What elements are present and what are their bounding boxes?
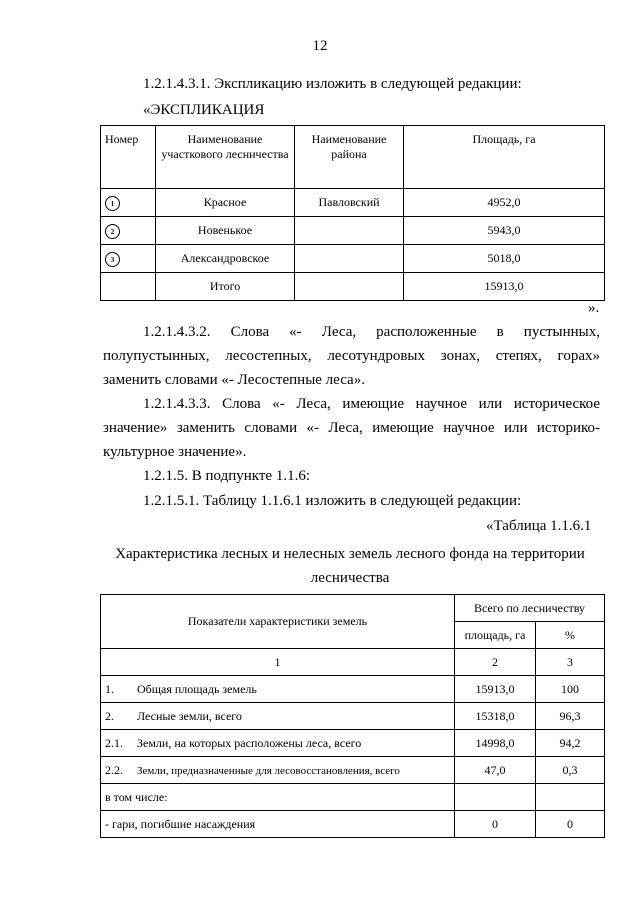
header-total: Всего по лесничеству — [455, 595, 605, 622]
table-row — [101, 811, 605, 838]
area-value: 14998,0 — [455, 730, 536, 757]
area-value: 15913,0 — [455, 676, 536, 703]
percent-value: 94,2 — [536, 730, 605, 757]
explication-title: «ЭКСПЛИКАЦИЯ — [143, 102, 265, 118]
table-total-row — [101, 273, 605, 301]
row-label: Земли, на которых расположены леса, всего — [137, 735, 362, 750]
burned-label: - гари, погибшие насаждения — [101, 811, 455, 838]
area-value: 5943,0 — [404, 217, 605, 245]
header-number: Номер — [101, 126, 156, 189]
table-row — [101, 757, 605, 784]
table-header-row — [101, 126, 605, 189]
area-value: 15318,0 — [455, 703, 536, 730]
header-forestry: Наименование участкового лесничества — [156, 126, 295, 189]
row-label: Земли, предназначенные для лесовосстановления, всего — [137, 764, 400, 777]
header-indicator: Показатели характеристики земель — [101, 595, 455, 649]
item-3-line-2: значение» заменить словами «- Леса, имеющие научное или историко- — [103, 420, 600, 436]
item-1-text: 1.2.1.4.3.1. Экспликацию изложить в следующей редакции: — [143, 76, 522, 92]
row-label: Лесные земли, всего — [137, 708, 242, 723]
forestry-name: Красное — [156, 189, 295, 217]
total-label: Итого — [156, 273, 295, 301]
page-number: 12 — [312, 38, 328, 54]
row-number: 2. — [105, 708, 114, 723]
percent-value: 0,3 — [536, 757, 605, 784]
burned-area: 0 — [455, 811, 536, 838]
total-area: 15913,0 — [404, 273, 605, 301]
closing-quote: ». — [588, 300, 600, 316]
percent-value: 96,3 — [536, 703, 605, 730]
table-reference: «Таблица 1.1.6.1 — [486, 518, 592, 534]
item-2-line-2: полупустынных, лесостепных, лесотундровых зонах, степях, горах» — [103, 348, 600, 364]
row-number: 2.2. — [105, 762, 123, 777]
item-3-line-1: 1.2.1.4.3.3. Слова «- Леса, имеющие научное или историческое — [143, 396, 600, 412]
table-header-row — [101, 595, 605, 622]
table-row — [101, 703, 605, 730]
circled-number: 2 — [105, 224, 120, 239]
row-label: Общая площадь земель — [137, 681, 257, 696]
table-row — [101, 245, 605, 273]
item-4-text: 1.2.1.5. В подпункте 1.1.6: — [143, 468, 311, 484]
district-name — [295, 245, 404, 273]
land-characteristics-table — [100, 594, 605, 838]
row-number: 2.1. — [105, 735, 123, 750]
column-number: 3 — [536, 649, 605, 676]
table-row — [101, 730, 605, 757]
header-area: площадь, га — [455, 622, 536, 649]
header-district: Наименование района — [295, 126, 404, 189]
district-name — [295, 217, 404, 245]
area-value: 4952,0 — [404, 189, 605, 217]
item-2-line-3: заменить словами «- Лесостепные леса». — [103, 372, 365, 388]
row-number: 1. — [105, 681, 114, 696]
item-3-line-3: культурное значение». — [103, 444, 247, 460]
area-value: 5018,0 — [404, 245, 605, 273]
header-area: Площадь, га — [404, 126, 605, 189]
column-number-row — [101, 649, 605, 676]
table-row — [101, 189, 605, 217]
burned-percent: 0 — [536, 811, 605, 838]
including-label: в том числе: — [101, 784, 455, 811]
forestry-name: Новенькое — [156, 217, 295, 245]
table-row — [101, 676, 605, 703]
item-2-line-1: 1.2.1.4.3.2. Слова «- Леса, расположенные в пустынных, — [143, 324, 600, 340]
item-5-text: 1.2.1.5.1. Таблицу 1.1.6.1 изложить в следующей редакции: — [143, 493, 522, 509]
table-title-line-1: Характеристика лесных и нелесных земель лесного фонда на территории — [115, 546, 585, 562]
header-percent: % — [536, 622, 605, 649]
district-name: Павловский — [295, 189, 404, 217]
table-title-line-2: лесничества — [310, 570, 390, 586]
column-number: 1 — [101, 649, 455, 676]
area-value: 47,0 — [455, 757, 536, 784]
explication-table — [100, 125, 605, 301]
column-number: 2 — [455, 649, 536, 676]
table-row — [101, 217, 605, 245]
table-row — [101, 784, 605, 811]
forestry-name: Александровское — [156, 245, 295, 273]
circled-number: 3 — [105, 252, 120, 267]
percent-value: 100 — [536, 676, 605, 703]
circled-number: 1 — [105, 196, 120, 211]
